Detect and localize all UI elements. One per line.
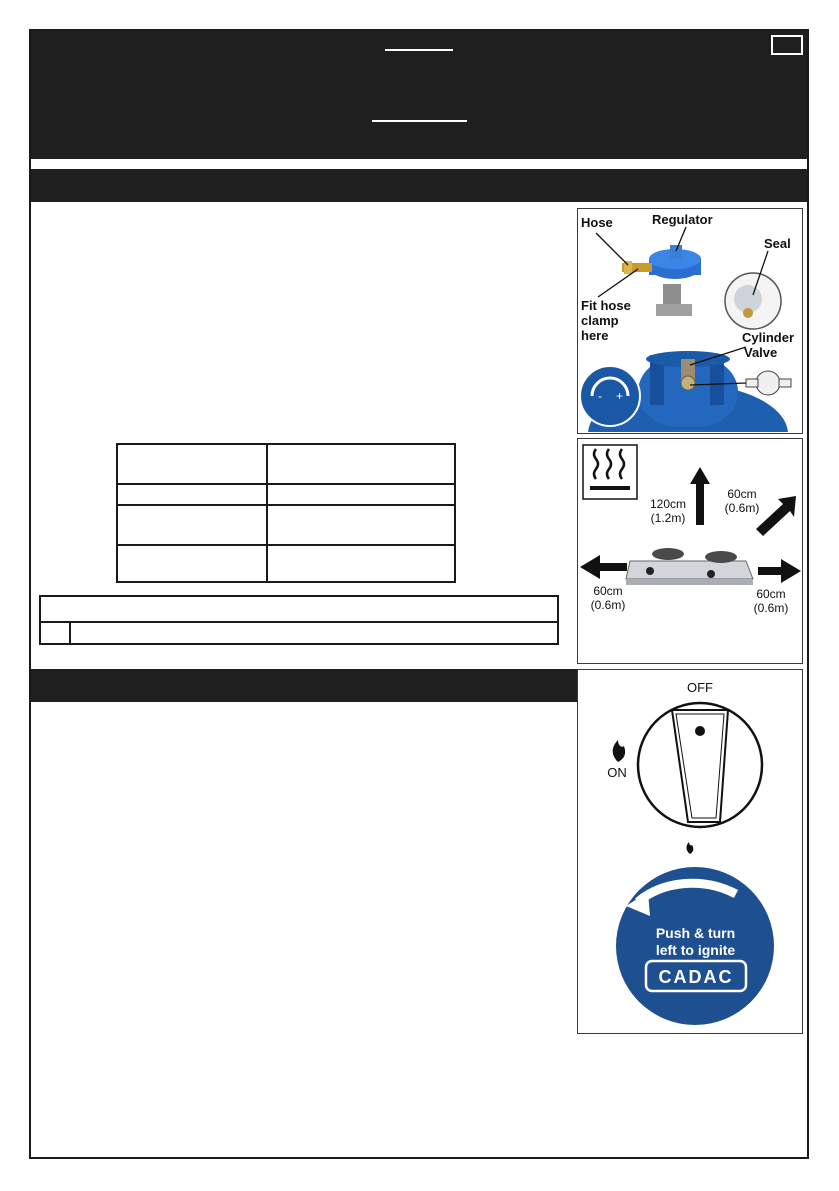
arrow-right-icon <box>758 559 801 583</box>
header-divider <box>31 159 807 169</box>
clearance-top-label: 120cm (1.2m) <box>649 497 687 525</box>
note-box <box>39 595 559 645</box>
section-bar-connection <box>31 169 807 202</box>
on-label: ON <box>607 765 627 780</box>
header-title-underline <box>385 49 453 51</box>
off-label: OFF <box>687 680 713 695</box>
clearance-top-right-label: 60cm (0.6m) <box>724 487 760 515</box>
large-flame-icon <box>613 740 625 762</box>
hot-surface-icon <box>583 445 637 499</box>
control-knob <box>638 703 762 827</box>
arrow-left-icon <box>580 555 627 579</box>
clearance-illustration <box>578 439 801 662</box>
knob-indicator-dot <box>695 726 705 736</box>
regulator-figure-panel <box>577 208 803 434</box>
clearance-left-label: 60cm (0.6m) <box>590 584 626 612</box>
table-row <box>117 545 455 582</box>
brand-logo: CADAC <box>658 967 734 987</box>
clearance-figure-panel <box>577 438 803 664</box>
specification-table <box>116 443 456 583</box>
arrow-up-icon <box>690 467 710 525</box>
arrow-diagonal-icon <box>756 496 796 536</box>
regulator-label: Regulator <box>652 212 713 227</box>
header-subtitle-underline <box>372 120 467 122</box>
badge-line-1: Push & turn <box>655 925 736 941</box>
small-flame-icon <box>687 842 694 854</box>
section-bar-operation <box>31 669 577 702</box>
ignition-figure-panel <box>577 669 803 1034</box>
plus-sign: + <box>616 389 624 403</box>
minus-sign: - <box>598 389 602 403</box>
cylinder-valve-label: Cylinder Valve <box>742 330 795 360</box>
clearance-right-label: 60cm (0.6m) <box>753 587 789 615</box>
table-row <box>117 444 455 484</box>
hose-label: Hose <box>581 215 613 230</box>
fit-hose-clamp-label: Fit hose clamp here <box>581 298 631 343</box>
seal-label: Seal <box>764 236 791 251</box>
table-row <box>117 484 455 505</box>
badge-line-2: left to ignite <box>655 942 736 958</box>
table-row <box>117 505 455 545</box>
page-number-box <box>771 35 803 55</box>
